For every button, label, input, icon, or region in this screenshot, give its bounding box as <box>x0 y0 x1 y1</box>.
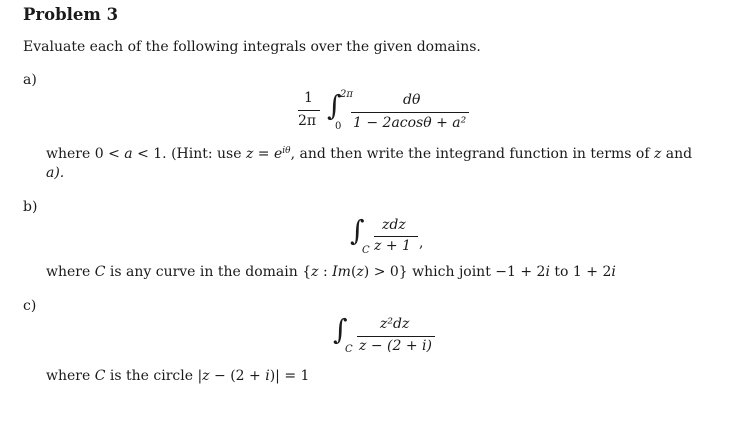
part-a-coef-bar <box>298 110 320 111</box>
part-a-coef-denominator: 2π <box>298 113 317 129</box>
part-c-fraction-bar <box>357 336 435 337</box>
part-a-upper-limit: 2π <box>340 89 353 100</box>
part-b-contour-label: C <box>362 245 370 256</box>
part-a-numerator: dθ <box>403 92 421 108</box>
problem-title: Problem 3 <box>23 5 119 24</box>
part-a-coef-numerator: 1 <box>304 90 313 106</box>
part-c-contour-label: C <box>345 344 353 355</box>
part-b-note: where C is any curve in the domain {z : Im(z) > 0} which joint −1 + 2i to 1 + 2i <box>46 264 616 280</box>
part-a-note-line2: a). <box>46 165 65 181</box>
part-a-integral <box>295 88 495 138</box>
part-c-integral-sign: ∫ <box>333 313 348 346</box>
part-b-denominator: z + 1 <box>374 238 411 254</box>
part-a-fraction-bar <box>351 112 469 113</box>
part-b-label: b) <box>23 199 38 215</box>
part-a-denominator: 1 − 2acosθ + a² <box>353 115 467 131</box>
part-b-integral-sign: ∫ <box>350 214 365 247</box>
part-c-numerator: z²dz <box>380 316 410 332</box>
part-a-integral-sign: ∫ <box>327 89 342 122</box>
part-b-fraction-bar <box>374 236 418 237</box>
part-c-integral <box>333 313 473 358</box>
part-a-label: a) <box>23 72 37 88</box>
part-c-label: c) <box>23 298 37 314</box>
part-a-note-line1: where 0 < a < 1. (Hint: use $z = e^{i\theta}$, and then write the integrand function in terms of z and <box>46 146 693 162</box>
part-c-denominator: z − (2 + i) <box>359 338 432 354</box>
part-a-lower-limit: 0 <box>335 121 342 132</box>
part-c-note: where C is the circle |z − (2 + i)| = 1 <box>46 368 310 384</box>
part-b-numerator: zdz <box>382 217 406 233</box>
problem-intro: Evaluate each of the following integrals over the given domains. <box>23 39 481 55</box>
part-b-integral <box>350 215 470 260</box>
part-b-comma: , <box>419 235 424 251</box>
